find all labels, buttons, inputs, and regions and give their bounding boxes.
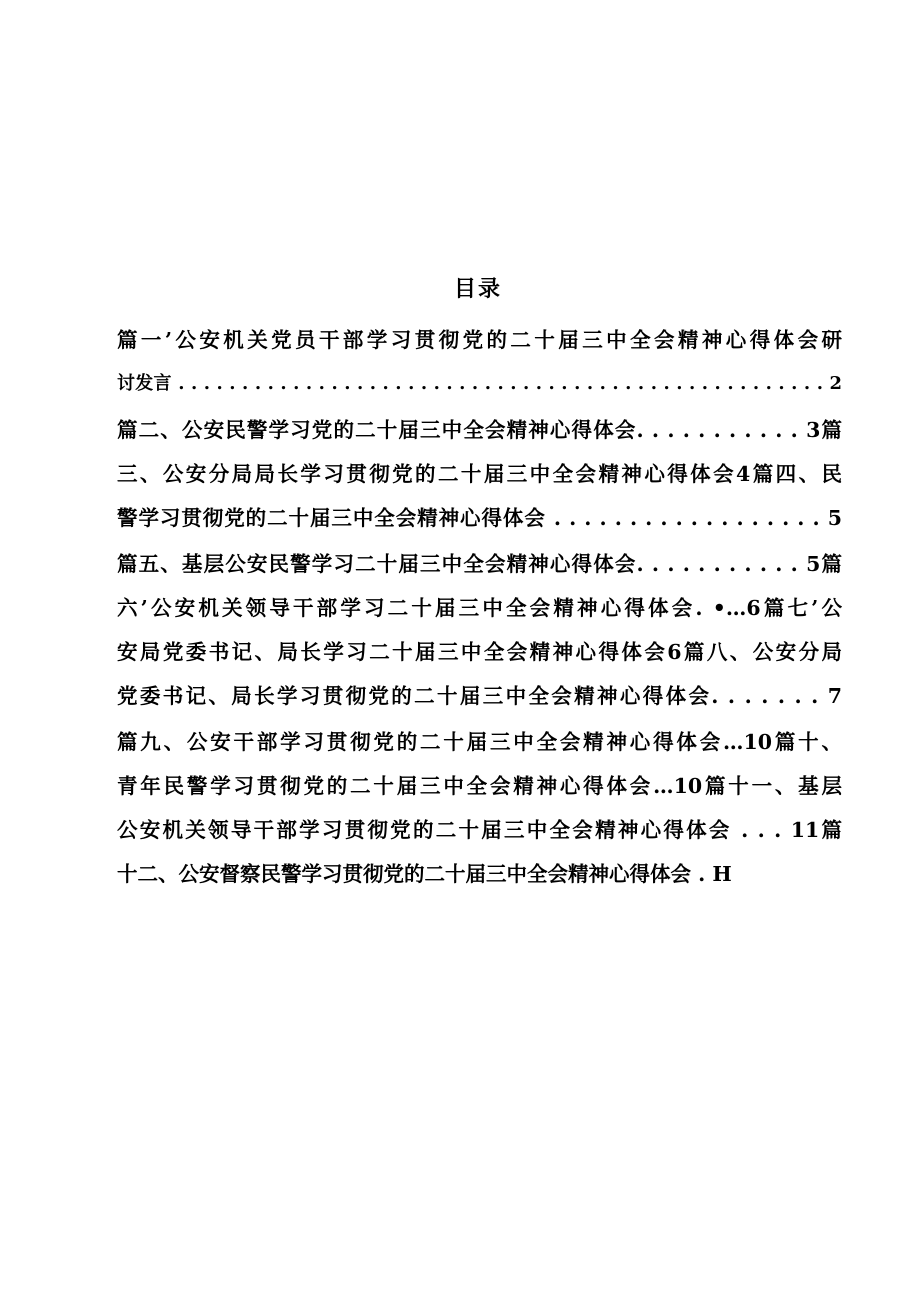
toc-line-2: 讨发言 . . . . . . . . . . . . . . . . . . . . . . . . . . . . . . . . . . . . . . . . . . . . . . . . . . . 2 [117,373,842,394]
toc-line-11: 青年民警学习贯彻党的二十届三中全会精神心得体会…10篇十一、基层 [117,774,842,798]
toc-title: 目录 [453,276,502,302]
toc-line-1: 篇一’公安机关党员干部学习贯彻党的二十届三中全会精神心得体会研 [117,328,842,352]
toc-line-5: 警学习贯彻党的二十届三中全会精神心得体会 . . . . . . . . . . . . . . . . . . 5 [117,506,842,530]
toc-line-4: 三、公安分局局长学习贯彻党的二十届三中全会精神心得体会4篇四、民 [117,462,842,486]
toc-line-8: 安局党委书记、局长学习二十届三中全会精神心得体会6篇八、公安分局 [117,640,842,664]
toc-line-9: 党委书记、局长学习贯彻党的二十届三中全会精神心得体会. . . . . . . 7 [117,684,842,708]
toc-body [117,318,842,896]
toc-line-12: 公安机关领导干部学习贯彻党的二十届三中全会精神心得体会 . . . 11篇 [117,818,842,842]
toc-line-7: 六’公安机关领导干部学习二十届三中全会精神心得体会. •…6篇七’公 [117,596,842,620]
toc-line-3: 篇二、公安民警学习党的二十届三中全会精神心得体会. . . . . . . . . . . 3篇 [117,418,842,442]
toc-line-10: 篇九、公安干部学习贯彻党的二十届三中全会精神心得体会…10篇十、 [117,730,842,754]
toc-line-13: 十二、公安督察民警学习贯彻党的二十届三中全会精神心得体会 . H [117,862,732,886]
toc-line-6: 篇五、基层公安民警学习二十届三中全会精神心得体会. . . . . . . . . . . 5篇 [117,552,842,576]
